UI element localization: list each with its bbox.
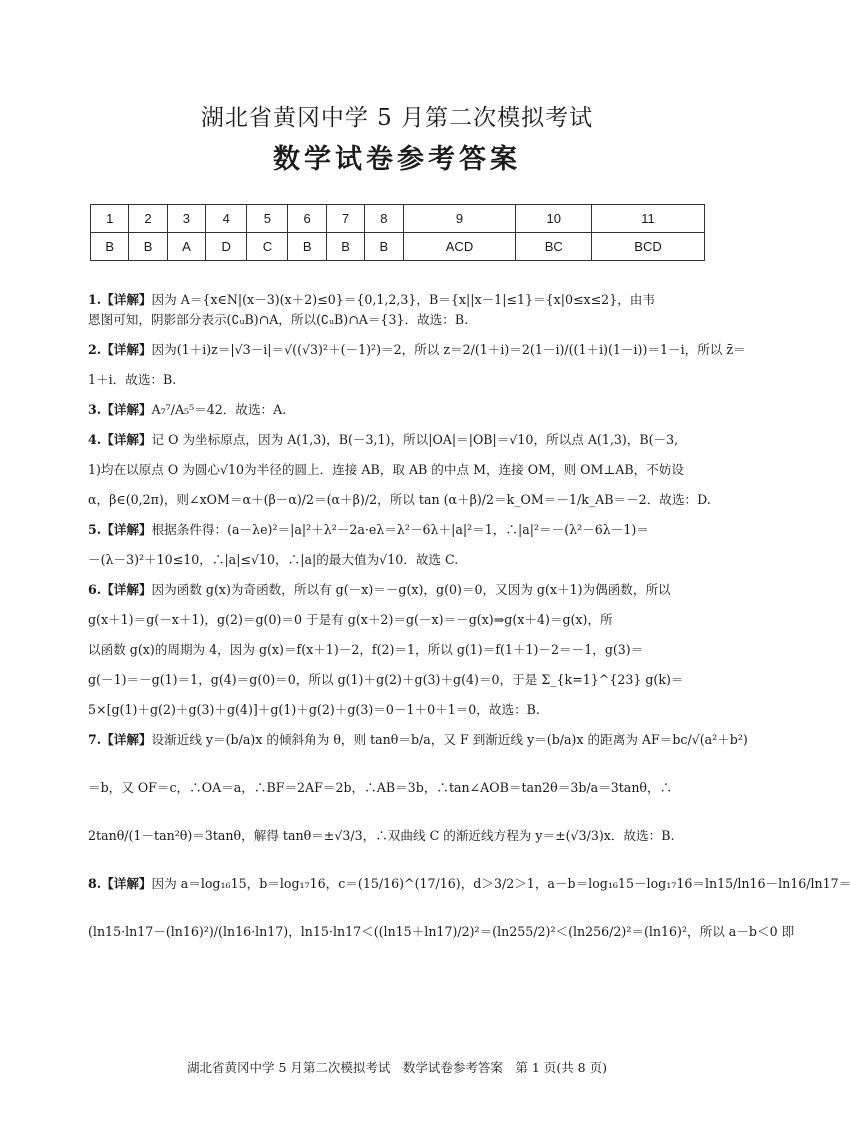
- solution-tag: 【详解】: [101, 732, 152, 747]
- answer-table-answer-row: [91, 233, 705, 261]
- solution-number: 4.: [88, 432, 102, 447]
- answer-cell: D: [206, 233, 247, 261]
- solution-line: 2tanθ/(1－tan²θ)＝3tanθ，解得 tanθ＝±√3/3，∴双曲线 C 的渐近线方程为 y＝±(√3/3)x．故选：B.: [88, 828, 675, 843]
- solution-tag: 【详解】: [101, 876, 152, 891]
- answer-cell: B: [326, 233, 364, 261]
- solution-tag: 【详解】: [101, 342, 152, 357]
- solution-number: 3.: [88, 402, 102, 417]
- solution-number: 5.: [88, 522, 102, 537]
- page-footer: 湖北省黄冈中学 5 月第二次模拟考试 数学试卷参考答案 第 1 页(共 8 页): [187, 1060, 607, 1075]
- answer-cell: B: [129, 233, 167, 261]
- solution-number: 7.: [88, 732, 102, 747]
- solution-tag: 【详解】: [101, 522, 152, 537]
- answer-table: [90, 204, 705, 261]
- solution-4: [88, 430, 710, 510]
- solution-tag: 【详解】: [101, 292, 152, 307]
- solution-line: g(x＋1)＝g(－x＋1)，g(2)＝g(0)＝0 于是有 g(x＋2)＝g(－x)＝－g(x)⇒g(x＋4)＝g(x)，所: [88, 612, 613, 627]
- solution-tag: 【详解】: [101, 432, 152, 447]
- answer-cell: BC: [516, 233, 592, 261]
- solution-2: [88, 340, 746, 390]
- answer-cell: B: [288, 233, 326, 261]
- answer-cell: A: [167, 233, 205, 261]
- answer-table-number-row: [91, 205, 705, 233]
- question-number: 2: [129, 205, 167, 233]
- solution-number: 8.: [88, 876, 102, 891]
- solution-3: [88, 400, 710, 420]
- solution-line: 根据条件得：(a－λe)²＝|a|²＋λ²－2a·eλ＝λ²－6λ＋|a|²＝1，∴|a|²＝－(λ²－6λ－1)＝: [151, 522, 649, 537]
- solution-line: α，β∈(0,2π)，则∠xOM＝α＋(β－α)/2＝(α＋β)/2，所以 tan (α＋β)/2＝k_OM＝－1/k_AB＝－2．故选：D.: [88, 492, 711, 507]
- answer-cell: ACD: [403, 233, 516, 261]
- solution-line: 以函数 g(x)的周期为 4，因为 g(x)＝f(x＋1)－2，f(2)＝1，所以 g(1)＝f(1＋1)－2＝－1，g(3)＝: [88, 642, 644, 657]
- page-subtitle: 数学试卷参考答案: [273, 144, 521, 175]
- question-number: 4: [206, 205, 247, 233]
- solution-8: [88, 874, 851, 942]
- solution-line: 1)均在以原点 O 为圆心√10为半径的圆上．连接 AB，取 AB 的中点 M，连接 OM，则 OM⊥AB，不妨设: [88, 462, 684, 477]
- solution-line: 1＋i．故选：B.: [88, 372, 177, 387]
- solution-line: 因为函数 g(x)为奇函数，所以有 g(－x)＝－g(x)，g(0)＝0，又因为 g(x＋1)为偶函数，所以: [151, 582, 671, 597]
- solutions-body: [88, 290, 851, 942]
- question-number: 11: [592, 205, 705, 233]
- solution-number: 6.: [88, 582, 102, 597]
- solution-number: 2.: [88, 342, 102, 357]
- page-title: 湖北省黄冈中学 5 月第二次模拟考试: [200, 105, 594, 131]
- solution-7: [88, 730, 748, 846]
- solution-line: －(λ－3)²＋10≤10，∴|a|≤√10，∴|a|的最大值为√10．故选 C.: [88, 552, 459, 567]
- solution-line: ＝b，又 OF＝c，∴OA＝a，∴BF＝2AF＝2b，∴AB＝3b，∴tan∠AOB＝tan2θ＝3b/a＝3tanθ，∴: [88, 780, 673, 795]
- answer-cell: BCD: [592, 233, 705, 261]
- solution-line: 5×[g(1)＋g(2)＋g(3)＋g(4)]＋g(1)＋g(2)＋g(3)＝0－1＋0＋1＝0，故选：B.: [88, 702, 540, 717]
- solution-line: 恩图可知，阴影部分表示(∁ᵤB)∩A，所以(∁ᵤB)∩A＝{3}．故选：B.: [88, 312, 469, 327]
- question-number: 5: [247, 205, 288, 233]
- solution-line: 因为(1＋i)z＝|√3－i|＝√((√3)²＋(－1)²)＝2，所以 z＝2/(1＋i)＝2(1－i)/((1＋i)(1－i))＝1－i，所以 z̄＝: [151, 342, 746, 357]
- question-number: 1: [91, 205, 129, 233]
- question-number: 9: [403, 205, 516, 233]
- question-number: 7: [326, 205, 364, 233]
- solution-1: [88, 290, 710, 330]
- answer-cell: B: [365, 233, 403, 261]
- solution-tag: 【详解】: [101, 402, 152, 417]
- solution-5: [88, 520, 710, 570]
- answer-cell: C: [247, 233, 288, 261]
- solution-6: [88, 580, 710, 720]
- solution-line: g(－1)＝－g(1)＝1，g(4)＝g(0)＝0，所以 g(1)＋g(2)＋g(3)＋g(4)＝0，于是 Σ_{k=1}^{23} g(k)＝: [88, 672, 684, 687]
- question-number: 3: [167, 205, 205, 233]
- question-number: 10: [516, 205, 592, 233]
- answer-cell: B: [91, 233, 129, 261]
- solution-line: 设渐近线 y＝(b/a)x 的倾斜角为 θ，则 tanθ＝b/a，又 F 到渐近线 y＝(b/a)x 的距离为 AF＝bc/√(a²＋b²): [151, 732, 748, 747]
- solution-tag: 【详解】: [101, 582, 152, 597]
- solution-number: 1.: [88, 292, 102, 307]
- question-number: 8: [365, 205, 403, 233]
- solution-line: 因为 a＝log₁₆15，b＝log₁₇16，c＝(15/16)^(17/16)，d＞3/2＞1，a－b＝log₁₆15－log₁₇16＝ln15/ln16－ln16/ln17＝: [151, 876, 851, 891]
- solution-line: 记 O 为坐标原点，因为 A(1,3)，B(－3,1)，所以|OA|＝|OB|＝√10，所以点 A(1,3)，B(－3,: [151, 432, 679, 447]
- solution-line: (ln15·ln17－(ln16)²)/(ln16·ln17)，ln15·ln17＜((ln15＋ln17)/2)²＝(ln255/2)²＜(ln256/2)²＝(ln16)²，所以 a－b＜0 即: [88, 924, 795, 939]
- solution-line: 因为 A＝{x∈N|(x－3)(x＋2)≤0}＝{0,1,2,3}，B＝{x||x－1|≤1}＝{x|0≤x≤2}，由韦: [151, 292, 655, 307]
- solution-line: A₇⁷/A₅⁵＝42．故选：A.: [151, 402, 287, 417]
- question-number: 6: [288, 205, 326, 233]
